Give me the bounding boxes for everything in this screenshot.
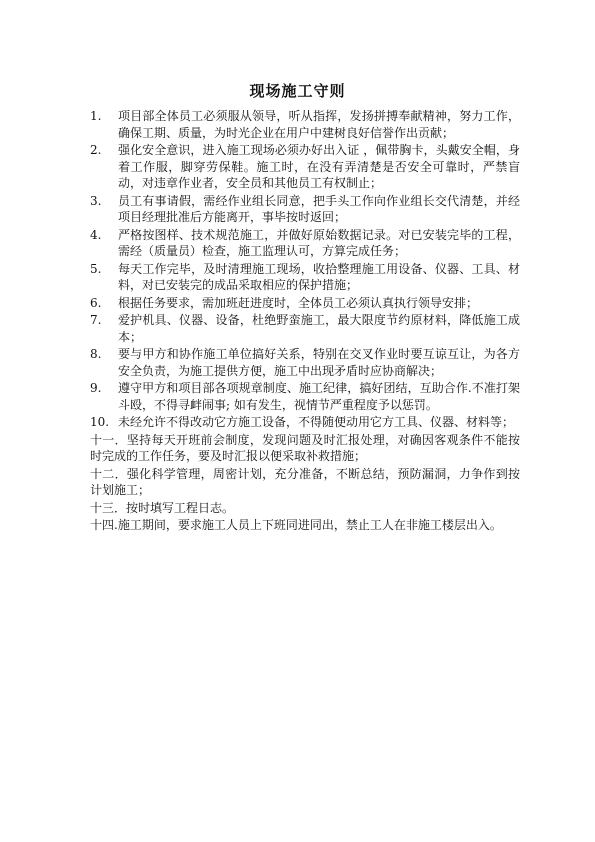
rule-text: 每天工作完毕，及时清理施工现场，收拾整理施工用设备、仪器、工具、材料，对已安装完的成品采取相应的保护措施； bbox=[118, 261, 520, 292]
rule-item bbox=[90, 295, 520, 312]
rule-paragraph: 十二．强化科学管理，周密计划，充分准备，不断总结，预防漏洞，力争作到按计划施工； bbox=[90, 466, 520, 497]
rule-item bbox=[90, 227, 520, 260]
document-title: 现场施工守则 bbox=[249, 82, 346, 100]
rule-number: 4. bbox=[90, 227, 102, 242]
rule-paragraph: 十一．坚持每天开班前会制度，发现问题及时汇报处理，对确因客观条件不能按时完成的工作任务，要及时汇报以便采取补救措施； bbox=[90, 432, 520, 463]
numbered-rules-list bbox=[90, 108, 520, 431]
rule-text: 严格按图样、技术规范施工，并做好原始数据记录。对已安装完毕的工程，需经（质量员）检查，施工监理认可，方算完成任务； bbox=[118, 227, 520, 258]
rule-number: 3. bbox=[90, 193, 102, 208]
rule-number: 9. bbox=[90, 381, 102, 395]
rule-number: 10. bbox=[90, 415, 110, 429]
rule-paragraph: 十三．按时填写工程日志。 bbox=[90, 500, 235, 515]
rule-item bbox=[90, 193, 520, 226]
rule-number: 7. bbox=[90, 313, 102, 327]
rule-item bbox=[90, 261, 520, 294]
rule-text: 遵守甲方和项目部各项规章制度、施工纪律，搞好团结，互助合作.不准打架斗殴，不得寻衅闹事; 如有发生，视情节严重程度予以惩罚。 bbox=[118, 381, 520, 412]
rule-number: 5. bbox=[90, 261, 102, 276]
rule-item bbox=[90, 312, 520, 345]
rule-text: 项目部全体员工必须服从领导，听从指挥，发扬拼搏奉献精神，努力工作，确保工期、质量，为时光企业在用户中建树良好信誉作出贡献； bbox=[118, 109, 520, 140]
rule-text: 要与甲方和协作施工单位搞好关系，特别在交叉作业时要互谅互让，为各方安全负责，为施工提供方便，施工中出现矛盾时应协商解决； bbox=[118, 347, 520, 378]
rule-item bbox=[90, 142, 520, 192]
rule-text: 强化安全意识，进入施工现场必须办好出入证 ，佩带胸卡，头戴安全帽，身着工作服，脚穿劳保鞋。施工时，在没有弄清楚是否安全可靠时，严禁盲动，对违章作业者，安全员和其他员工有权制止； bbox=[118, 143, 520, 190]
chinese-numbered-rules bbox=[90, 432, 520, 534]
rule-number: 6. bbox=[90, 295, 102, 310]
rule-number: 1. bbox=[90, 109, 102, 123]
rule-text: 未经允许不得改动它方施工设备，不得随便动用它方工具、仪器、材料等； bbox=[118, 415, 515, 429]
rule-number: 2. bbox=[90, 143, 102, 157]
rule-paragraph: 十四.施工期间，要求施工人员上下班同进同出，禁止工人在非施工楼层出入。 bbox=[90, 518, 502, 532]
document-body bbox=[90, 108, 520, 535]
rule-item bbox=[90, 346, 520, 379]
rule-item bbox=[90, 414, 520, 431]
rule-text: 爱护机具、仪器、设备，杜绝野蛮施工，最大限度节约原材料，降低施工成本； bbox=[118, 313, 520, 344]
rule-item bbox=[90, 380, 520, 413]
rule-text: 根据任务要求，需加班赶进度时，全体员工必须认真执行领导安排； bbox=[118, 295, 479, 310]
rule-number: 8. bbox=[90, 347, 102, 361]
rule-item bbox=[90, 108, 520, 141]
rule-text: 员工有事请假，需经作业组长同意，把手头工作向作业组长交代清楚，并经项目经理批准后方能离开，事毕按时返回； bbox=[118, 193, 520, 224]
